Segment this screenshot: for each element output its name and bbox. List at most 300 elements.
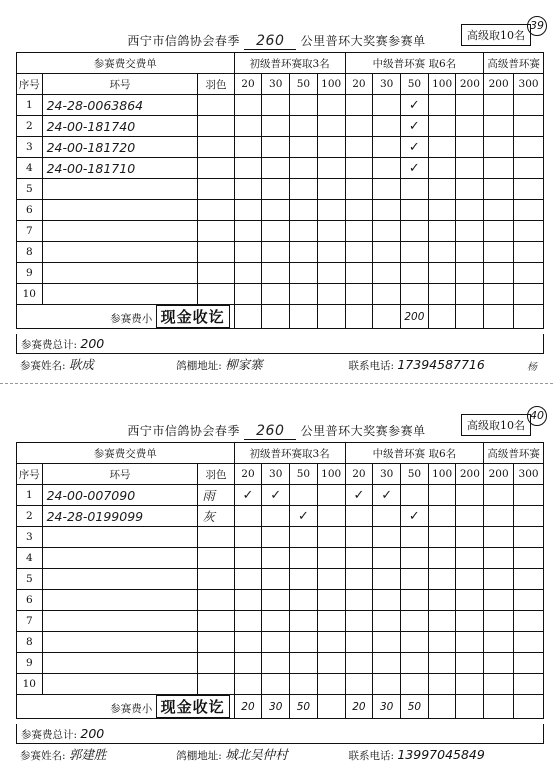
entry-checkmark <box>262 569 290 590</box>
table-row <box>17 569 544 590</box>
entry-checkmark <box>456 611 484 632</box>
table-row <box>17 590 544 611</box>
entry-checkmark: ✓ <box>401 158 429 179</box>
table-row <box>17 179 544 200</box>
entry-checkmark <box>401 611 429 632</box>
entry-checkmark <box>514 116 544 137</box>
amount-header: 30 <box>262 464 290 485</box>
entry-checkmark <box>373 611 401 632</box>
entry-checkmark <box>345 569 373 590</box>
row-number: 9 <box>17 263 43 284</box>
subtotal-value <box>345 305 373 329</box>
entry-checkmark <box>345 158 373 179</box>
entry-checkmark <box>234 590 262 611</box>
entry-checkmark <box>317 116 345 137</box>
ring-number <box>42 632 198 653</box>
entry-checkmark <box>484 284 514 305</box>
row-number: 6 <box>17 200 43 221</box>
entry-checkmark <box>373 527 401 548</box>
entry-checkmark <box>401 632 429 653</box>
ring-number <box>42 527 198 548</box>
entry-checkmark <box>428 653 456 674</box>
entry-checkmark <box>484 179 514 200</box>
subtotal-value <box>373 305 401 329</box>
entry-checkmark <box>514 242 544 263</box>
entry-checkmark <box>484 200 514 221</box>
entry-checkmark <box>456 569 484 590</box>
entry-checkmark <box>514 527 544 548</box>
entry-checkmark <box>234 116 262 137</box>
entry-checkmark <box>317 221 345 242</box>
col-no-header: 序号 <box>17 464 43 485</box>
entry-checkmark <box>262 674 290 695</box>
subtotal-value: 20 <box>234 695 262 719</box>
entry-checkmark <box>401 242 429 263</box>
entry-checkmark <box>290 95 318 116</box>
entry-checkmark <box>290 611 318 632</box>
entry-checkmark: ✓ <box>401 116 429 137</box>
table-row <box>17 506 544 527</box>
entry-checkmark <box>262 158 290 179</box>
entry-checkmark <box>262 632 290 653</box>
col-ring-header: 环号 <box>42 74 198 95</box>
entry-checkmark <box>514 674 544 695</box>
entry-checkmark <box>290 116 318 137</box>
entry-checkmark <box>262 284 290 305</box>
entry-checkmark <box>373 590 401 611</box>
entry-checkmark <box>317 653 345 674</box>
ring-number: 24-00-007090 <box>42 485 198 506</box>
entry-checkmark <box>428 200 456 221</box>
entry-checkmark <box>401 179 429 200</box>
amount-header: 30 <box>373 74 401 95</box>
entry-checkmark <box>234 200 262 221</box>
feather-color <box>198 263 234 284</box>
entry-checkmark <box>456 674 484 695</box>
table-row <box>17 200 544 221</box>
entry-checkmark <box>234 569 262 590</box>
entry-checkmark <box>484 263 514 284</box>
entry-rows <box>17 485 544 695</box>
entry-checkmark <box>290 263 318 284</box>
novice-header <box>234 443 345 464</box>
phone-label: 联系电话: <box>348 360 395 372</box>
title-prefix: 西宁市信鸽协会春季 <box>127 424 240 438</box>
entry-checkmark <box>345 263 373 284</box>
intermediate-label: 中级普环赛 <box>372 57 426 70</box>
entry-checkmark: ✓ <box>290 506 318 527</box>
table-row <box>17 158 544 179</box>
entry-checkmark <box>514 653 544 674</box>
novice-label: 初级普环赛 <box>249 447 302 460</box>
entry-checkmark <box>234 632 262 653</box>
table-row <box>17 632 544 653</box>
col-no-header: 序号 <box>17 74 43 95</box>
ring-number: 24-28-0063864 <box>42 95 198 116</box>
form-separator <box>0 383 553 384</box>
entry-checkmark <box>428 569 456 590</box>
row-number: 7 <box>17 221 43 242</box>
entry-checkmark: ✓ <box>401 137 429 158</box>
amount-header: 50 <box>290 74 318 95</box>
entry-checkmark <box>317 506 345 527</box>
ring-number <box>42 569 198 590</box>
entry-checkmark <box>456 632 484 653</box>
feather-color <box>198 632 234 653</box>
entry-checkmark <box>428 95 456 116</box>
entry-checkmark <box>401 221 429 242</box>
entry-checkmark <box>234 158 262 179</box>
entry-checkmark: ✓ <box>345 485 373 506</box>
entry-checkmark <box>428 242 456 263</box>
address-value: 城北吴仲村 <box>225 747 288 762</box>
entry-checkmark <box>456 653 484 674</box>
entry-checkmark <box>290 158 318 179</box>
row-number: 10 <box>17 284 43 305</box>
table-row <box>17 548 544 569</box>
entry-checkmark <box>428 485 456 506</box>
entry-checkmark <box>290 242 318 263</box>
feather-color <box>198 674 234 695</box>
entry-checkmark <box>373 632 401 653</box>
entry-form-40 <box>6 396 547 768</box>
entry-checkmark <box>456 506 484 527</box>
entry-checkmark <box>401 653 429 674</box>
subtotal-value <box>428 695 456 719</box>
entry-checkmark <box>428 632 456 653</box>
subtotal-cell <box>17 695 235 719</box>
entry-checkmark <box>514 137 544 158</box>
novice-label: 初级普环赛 <box>249 57 302 70</box>
row-number: 2 <box>17 116 43 137</box>
entry-checkmark <box>262 179 290 200</box>
subtotal-value <box>262 305 290 329</box>
entry-checkmark <box>290 485 318 506</box>
contact-row <box>16 744 544 766</box>
total-label: 参赛费总计: <box>21 339 78 351</box>
entry-checkmark <box>290 569 318 590</box>
feather-color <box>198 200 234 221</box>
entry-checkmark <box>234 527 262 548</box>
ring-number <box>42 200 198 221</box>
entry-checkmark <box>234 179 262 200</box>
entry-checkmark <box>514 263 544 284</box>
entry-checkmark: ✓ <box>262 485 290 506</box>
entry-checkmark <box>262 116 290 137</box>
subtotal-value: 20 <box>345 695 373 719</box>
entry-checkmark <box>373 569 401 590</box>
entry-checkmark <box>484 590 514 611</box>
table-row <box>17 284 544 305</box>
subtotal-value <box>456 305 484 329</box>
table-row <box>17 527 544 548</box>
entry-checkmark <box>234 221 262 242</box>
address-label: 鸽棚地址: <box>176 750 222 762</box>
entry-checkmark <box>290 548 318 569</box>
entry-checkmark <box>234 284 262 305</box>
entry-checkmark <box>484 611 514 632</box>
ring-number <box>42 674 198 695</box>
row-number: 3 <box>17 527 43 548</box>
phone-label: 联系电话: <box>348 750 395 762</box>
entry-checkmark <box>373 200 401 221</box>
handwritten-signature: 杨 <box>527 362 537 373</box>
entry-checkmark <box>234 506 262 527</box>
ring-number <box>42 179 198 200</box>
entry-checkmark <box>317 95 345 116</box>
entry-checkmark <box>234 653 262 674</box>
entry-checkmark <box>484 95 514 116</box>
entry-checkmark <box>317 263 345 284</box>
entry-checkmark <box>428 137 456 158</box>
entry-checkmark <box>456 263 484 284</box>
subtotal-label: 参赛费小 <box>110 703 153 715</box>
title-prefix: 西宁市信鸽协会春季 <box>127 34 240 48</box>
entry-checkmark <box>317 485 345 506</box>
row-number: 8 <box>17 632 43 653</box>
amount-header: 20 <box>234 74 262 95</box>
row-number: 4 <box>17 158 43 179</box>
table-row <box>17 116 544 137</box>
page-number: 39 <box>527 16 547 36</box>
amount-header: 30 <box>373 464 401 485</box>
entry-checkmark <box>401 590 429 611</box>
row-number: 7 <box>17 611 43 632</box>
name-value: 郭建胜 <box>68 747 107 762</box>
entry-checkmark <box>514 632 544 653</box>
advanced-header: 高级普环赛 <box>484 53 544 74</box>
novice-header <box>234 53 345 74</box>
entry-checkmark <box>345 179 373 200</box>
row-number: 8 <box>17 242 43 263</box>
entry-checkmark <box>262 527 290 548</box>
intermediate-header <box>345 53 484 74</box>
entry-checkmark <box>428 284 456 305</box>
subtotal-value <box>317 695 345 719</box>
feather-color <box>198 95 234 116</box>
entry-checkmark <box>484 116 514 137</box>
feather-color <box>198 137 234 158</box>
total-row <box>16 724 544 744</box>
contact-row <box>16 354 544 376</box>
advanced-badge: 高级取10名 <box>461 414 531 436</box>
entry-checkmark <box>345 548 373 569</box>
ring-number <box>42 653 198 674</box>
row-number: 1 <box>17 95 43 116</box>
entry-checkmark <box>345 632 373 653</box>
entry-checkmark <box>373 179 401 200</box>
intermediate-label: 中级普环赛 <box>372 447 426 460</box>
entry-checkmark <box>262 611 290 632</box>
subtotal-value <box>484 305 514 329</box>
total-row <box>16 334 544 354</box>
entry-checkmark <box>262 200 290 221</box>
entry-checkmark <box>428 674 456 695</box>
subtotal-value <box>317 305 345 329</box>
row-number: 3 <box>17 137 43 158</box>
entry-table <box>16 52 544 329</box>
entry-checkmark <box>456 158 484 179</box>
entry-checkmark <box>456 242 484 263</box>
entry-checkmark <box>484 569 514 590</box>
row-number: 6 <box>17 590 43 611</box>
advanced-badge: 高级取10名 <box>461 24 531 46</box>
entry-checkmark <box>401 485 429 506</box>
entry-checkmark <box>484 527 514 548</box>
feather-color <box>198 221 234 242</box>
phone-value: 13997045849 <box>397 747 485 762</box>
entry-checkmark <box>373 653 401 674</box>
entry-checkmark <box>456 485 484 506</box>
subtotal-value <box>234 305 262 329</box>
row-number: 9 <box>17 653 43 674</box>
entry-checkmark <box>456 527 484 548</box>
subtotal-value <box>514 305 544 329</box>
address-value: 柳家寨 <box>225 357 263 372</box>
amount-header: 100 <box>317 74 345 95</box>
entry-checkmark <box>262 263 290 284</box>
title-suffix: 公里普环大奖赛参赛单 <box>300 34 426 48</box>
subtotal-value <box>484 695 514 719</box>
ring-number: 24-28-0199099 <box>42 506 198 527</box>
entry-checkmark <box>428 548 456 569</box>
entry-checkmark <box>345 284 373 305</box>
entry-checkmark <box>262 221 290 242</box>
fee-section-header: 参赛费交费单 <box>17 53 235 74</box>
subtotal-value <box>514 695 544 719</box>
entry-checkmark <box>345 611 373 632</box>
entry-form-39 <box>6 6 547 378</box>
feather-color <box>198 158 234 179</box>
entry-checkmark <box>290 674 318 695</box>
entry-checkmark <box>456 137 484 158</box>
novice-take: 取3名 <box>301 447 330 460</box>
entry-checkmark <box>345 590 373 611</box>
entry-checkmark <box>484 674 514 695</box>
entry-checkmark <box>428 158 456 179</box>
entry-checkmark <box>345 116 373 137</box>
entry-checkmark <box>484 242 514 263</box>
entry-checkmark <box>345 200 373 221</box>
entry-checkmark <box>262 506 290 527</box>
entry-checkmark <box>290 179 318 200</box>
entry-checkmark <box>401 284 429 305</box>
entry-checkmark <box>317 242 345 263</box>
entry-checkmark <box>401 674 429 695</box>
entry-checkmark <box>428 506 456 527</box>
entry-checkmark: ✓ <box>401 506 429 527</box>
subtotal-label: 参赛费小 <box>110 313 153 325</box>
amount-header: 20 <box>234 464 262 485</box>
entry-checkmark <box>234 242 262 263</box>
ring-number <box>42 611 198 632</box>
fee-section-header: 参赛费交费单 <box>17 443 235 464</box>
subtotal-value: 50 <box>401 695 429 719</box>
entry-checkmark <box>373 548 401 569</box>
feather-color <box>198 548 234 569</box>
entry-table <box>16 442 544 719</box>
novice-take: 取3名 <box>301 57 330 70</box>
row-number: 4 <box>17 548 43 569</box>
entry-checkmark <box>345 221 373 242</box>
entry-checkmark <box>262 95 290 116</box>
ring-number <box>42 242 198 263</box>
amount-header: 300 <box>514 464 544 485</box>
entry-checkmark <box>290 200 318 221</box>
entry-checkmark <box>484 158 514 179</box>
entry-checkmark <box>456 548 484 569</box>
entry-checkmark <box>428 179 456 200</box>
entry-checkmark <box>484 653 514 674</box>
intermediate-header <box>345 443 484 464</box>
total-value: 200 <box>80 336 105 351</box>
entry-checkmark <box>262 548 290 569</box>
entry-rows <box>17 95 544 305</box>
entry-checkmark <box>401 527 429 548</box>
subtotal-value: 50 <box>290 695 318 719</box>
amount-header: 200 <box>456 464 484 485</box>
subtotal-value: 30 <box>262 695 290 719</box>
entry-checkmark <box>456 221 484 242</box>
entry-checkmark <box>317 200 345 221</box>
entry-checkmark <box>514 95 544 116</box>
entry-checkmark <box>290 284 318 305</box>
table-row <box>17 485 544 506</box>
entry-checkmark <box>484 548 514 569</box>
entry-checkmark <box>290 137 318 158</box>
entry-checkmark <box>262 590 290 611</box>
feather-color <box>198 284 234 305</box>
entry-checkmark <box>401 263 429 284</box>
entry-checkmark <box>234 263 262 284</box>
entry-checkmark <box>514 611 544 632</box>
amount-header: 200 <box>456 74 484 95</box>
table-row <box>17 674 544 695</box>
intermediate-take: 取6名 <box>428 447 457 460</box>
entry-checkmark <box>262 137 290 158</box>
subtotal-value <box>456 695 484 719</box>
entry-checkmark <box>401 200 429 221</box>
amount-header: 50 <box>401 74 429 95</box>
entry-checkmark <box>373 284 401 305</box>
entry-checkmark <box>345 506 373 527</box>
entry-checkmark <box>484 221 514 242</box>
entry-checkmark <box>514 200 544 221</box>
entry-checkmark <box>514 485 544 506</box>
entry-checkmark <box>317 137 345 158</box>
distance-value: 260 <box>244 423 296 440</box>
entry-checkmark <box>345 95 373 116</box>
entry-checkmark <box>428 221 456 242</box>
table-row <box>17 137 544 158</box>
entry-checkmark <box>262 242 290 263</box>
entry-checkmark <box>317 590 345 611</box>
entry-checkmark <box>401 569 429 590</box>
ring-number: 24-00-181720 <box>42 137 198 158</box>
ring-number <box>42 263 198 284</box>
feather-color <box>198 116 234 137</box>
total-value: 200 <box>80 726 105 741</box>
entry-checkmark <box>514 284 544 305</box>
entry-checkmark <box>234 548 262 569</box>
entry-checkmark <box>484 632 514 653</box>
entry-checkmark <box>514 590 544 611</box>
col-color-header: 羽色 <box>198 74 234 95</box>
entry-checkmark <box>345 137 373 158</box>
entry-checkmark <box>373 242 401 263</box>
entry-checkmark <box>234 674 262 695</box>
amount-header: 20 <box>345 464 373 485</box>
